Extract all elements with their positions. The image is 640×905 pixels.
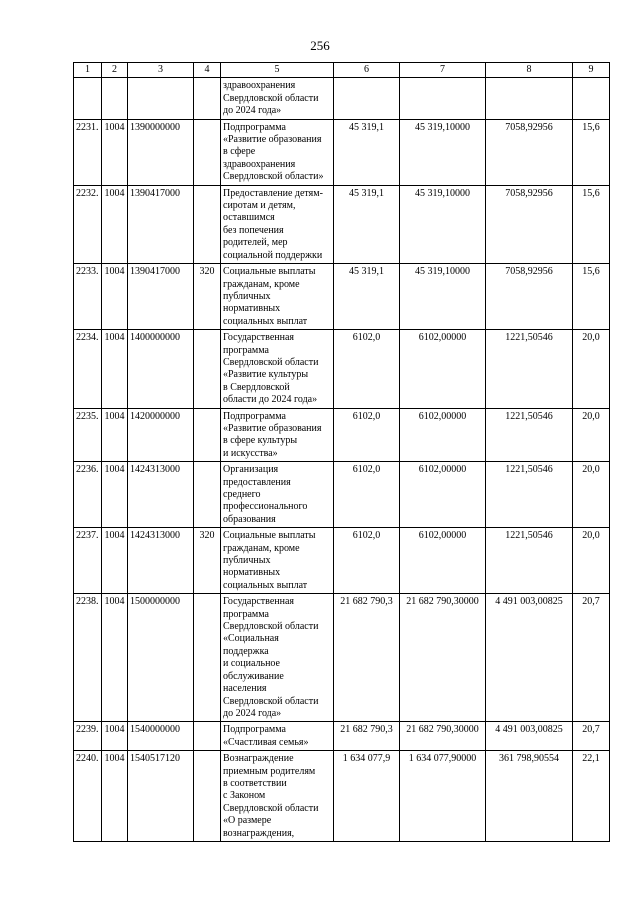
percent-cell <box>573 78 610 119</box>
executed-amount-cell: 4 491 003,00825 <box>486 594 573 722</box>
item-name-cell: Государственная программа Свердловской области «Социальная поддержка и социальное обслуживание населения Свердловской области до 2024 года» <box>221 594 334 722</box>
section-code-cell: 1004 <box>102 528 128 594</box>
table-row <box>74 722 610 751</box>
planned-amount-cell: 21 682 790,30000 <box>400 594 486 722</box>
percent-cell: 20,0 <box>573 462 610 528</box>
item-name-cell: Вознаграждение приемным родителям в соответствии с Законом Свердловской области «О размере вознаграждения, <box>221 751 334 842</box>
budget-table <box>73 62 610 842</box>
target-code-cell: 1500000000 <box>128 594 194 722</box>
table-row <box>74 119 610 185</box>
approved-amount-cell: 45 319,1 <box>334 119 400 185</box>
column-header: 2 <box>102 63 128 78</box>
row-number-cell: 2233. <box>74 264 102 330</box>
table-row <box>74 528 610 594</box>
planned-amount-cell: 45 319,10000 <box>400 185 486 263</box>
target-code-cell: 1420000000 <box>128 408 194 462</box>
planned-amount-cell: 21 682 790,30000 <box>400 722 486 751</box>
table-row <box>74 462 610 528</box>
expense-type-cell <box>194 185 221 263</box>
row-number-cell: 2232. <box>74 185 102 263</box>
target-code-cell: 1424313000 <box>128 462 194 528</box>
executed-amount-cell: 4 491 003,00825 <box>486 722 573 751</box>
target-code-cell: 1540517120 <box>128 751 194 842</box>
section-code-cell: 1004 <box>102 462 128 528</box>
section-code-cell: 1004 <box>102 264 128 330</box>
planned-amount-cell <box>400 78 486 119</box>
item-name-cell: Социальные выплаты гражданам, кроме публичных нормативных социальных выплат <box>221 528 334 594</box>
column-header: 7 <box>400 63 486 78</box>
expense-type-cell <box>194 78 221 119</box>
executed-amount-cell: 7058,92956 <box>486 264 573 330</box>
row-number-cell: 2236. <box>74 462 102 528</box>
expense-type-cell: 320 <box>194 528 221 594</box>
planned-amount-cell: 45 319,10000 <box>400 119 486 185</box>
percent-cell: 15,6 <box>573 264 610 330</box>
row-number-cell: 2234. <box>74 330 102 408</box>
row-number-cell <box>74 78 102 119</box>
expense-type-cell <box>194 330 221 408</box>
approved-amount-cell: 21 682 790,3 <box>334 722 400 751</box>
table-row <box>74 185 610 263</box>
percent-cell: 20,0 <box>573 330 610 408</box>
item-name-cell: Подпрограмма «Развитие образования в сфере культуры и искусства» <box>221 408 334 462</box>
approved-amount-cell: 45 319,1 <box>334 264 400 330</box>
column-header: 4 <box>194 63 221 78</box>
target-code-cell: 1390000000 <box>128 119 194 185</box>
target-code-cell: 1400000000 <box>128 330 194 408</box>
item-name-cell: Подпрограмма «Развитие образования в сфере здравоохранения Свердловской области» <box>221 119 334 185</box>
item-name-cell: Государственная программа Свердловской области «Развитие культуры в Свердловской области до 2024 года» <box>221 330 334 408</box>
executed-amount-cell: 7058,92956 <box>486 185 573 263</box>
expense-type-cell <box>194 594 221 722</box>
section-code-cell: 1004 <box>102 751 128 842</box>
approved-amount-cell <box>334 78 400 119</box>
row-number-cell: 2239. <box>74 722 102 751</box>
item-name-cell: Организация предоставления среднего профессионального образования <box>221 462 334 528</box>
row-number-cell: 2240. <box>74 751 102 842</box>
target-code-cell: 1424313000 <box>128 528 194 594</box>
executed-amount-cell: 1221,50546 <box>486 408 573 462</box>
table-row <box>74 408 610 462</box>
table-row <box>74 264 610 330</box>
section-code-cell: 1004 <box>102 119 128 185</box>
table-row <box>74 78 610 119</box>
section-code-cell: 1004 <box>102 594 128 722</box>
target-code-cell <box>128 78 194 119</box>
page-number: 256 <box>310 38 330 53</box>
expense-type-cell: 320 <box>194 264 221 330</box>
percent-cell: 20,0 <box>573 528 610 594</box>
column-header: 8 <box>486 63 573 78</box>
approved-amount-cell: 6102,0 <box>334 462 400 528</box>
row-number-cell: 2235. <box>74 408 102 462</box>
executed-amount-cell <box>486 78 573 119</box>
percent-cell: 20,7 <box>573 722 610 751</box>
approved-amount-cell: 6102,0 <box>334 528 400 594</box>
expense-type-cell <box>194 462 221 528</box>
section-code-cell: 1004 <box>102 722 128 751</box>
approved-amount-cell: 21 682 790,3 <box>334 594 400 722</box>
column-header: 1 <box>74 63 102 78</box>
target-code-cell: 1390417000 <box>128 185 194 263</box>
approved-amount-cell: 6102,0 <box>334 330 400 408</box>
item-name-cell: здравоохранения Свердловской области до 2024 года» <box>221 78 334 119</box>
approved-amount-cell: 45 319,1 <box>334 185 400 263</box>
table-header-row <box>74 63 610 78</box>
section-code-cell <box>102 78 128 119</box>
expense-type-cell <box>194 751 221 842</box>
section-code-cell: 1004 <box>102 330 128 408</box>
planned-amount-cell: 6102,00000 <box>400 462 486 528</box>
item-name-cell: Социальные выплаты гражданам, кроме публичных нормативных социальных выплат <box>221 264 334 330</box>
approved-amount-cell: 6102,0 <box>334 408 400 462</box>
planned-amount-cell: 6102,00000 <box>400 528 486 594</box>
target-code-cell: 1390417000 <box>128 264 194 330</box>
column-header: 6 <box>334 63 400 78</box>
table-row <box>74 594 610 722</box>
percent-cell: 22,1 <box>573 751 610 842</box>
approved-amount-cell: 1 634 077,9 <box>334 751 400 842</box>
planned-amount-cell: 1 634 077,90000 <box>400 751 486 842</box>
percent-cell: 20,7 <box>573 594 610 722</box>
target-code-cell: 1540000000 <box>128 722 194 751</box>
executed-amount-cell: 361 798,90554 <box>486 751 573 842</box>
planned-amount-cell: 6102,00000 <box>400 330 486 408</box>
percent-cell: 20,0 <box>573 408 610 462</box>
section-code-cell: 1004 <box>102 408 128 462</box>
column-header: 5 <box>221 63 334 78</box>
expense-type-cell <box>194 722 221 751</box>
executed-amount-cell: 7058,92956 <box>486 119 573 185</box>
item-name-cell: Подпрограмма «Счастливая семья» <box>221 722 334 751</box>
row-number-cell: 2231. <box>74 119 102 185</box>
table-row <box>74 751 610 842</box>
executed-amount-cell: 1221,50546 <box>486 528 573 594</box>
executed-amount-cell: 1221,50546 <box>486 462 573 528</box>
planned-amount-cell: 45 319,10000 <box>400 264 486 330</box>
table-row <box>74 330 610 408</box>
percent-cell: 15,6 <box>573 119 610 185</box>
planned-amount-cell: 6102,00000 <box>400 408 486 462</box>
column-header: 3 <box>128 63 194 78</box>
row-number-cell: 2237. <box>74 528 102 594</box>
section-code-cell: 1004 <box>102 185 128 263</box>
column-header: 9 <box>573 63 610 78</box>
expense-type-cell <box>194 119 221 185</box>
percent-cell: 15,6 <box>573 185 610 263</box>
executed-amount-cell: 1221,50546 <box>486 330 573 408</box>
row-number-cell: 2238. <box>74 594 102 722</box>
item-name-cell: Предоставление детям- сиротам и детям, оставшимся без попечения родителей, мер социальной поддержки <box>221 185 334 263</box>
expense-type-cell <box>194 408 221 462</box>
